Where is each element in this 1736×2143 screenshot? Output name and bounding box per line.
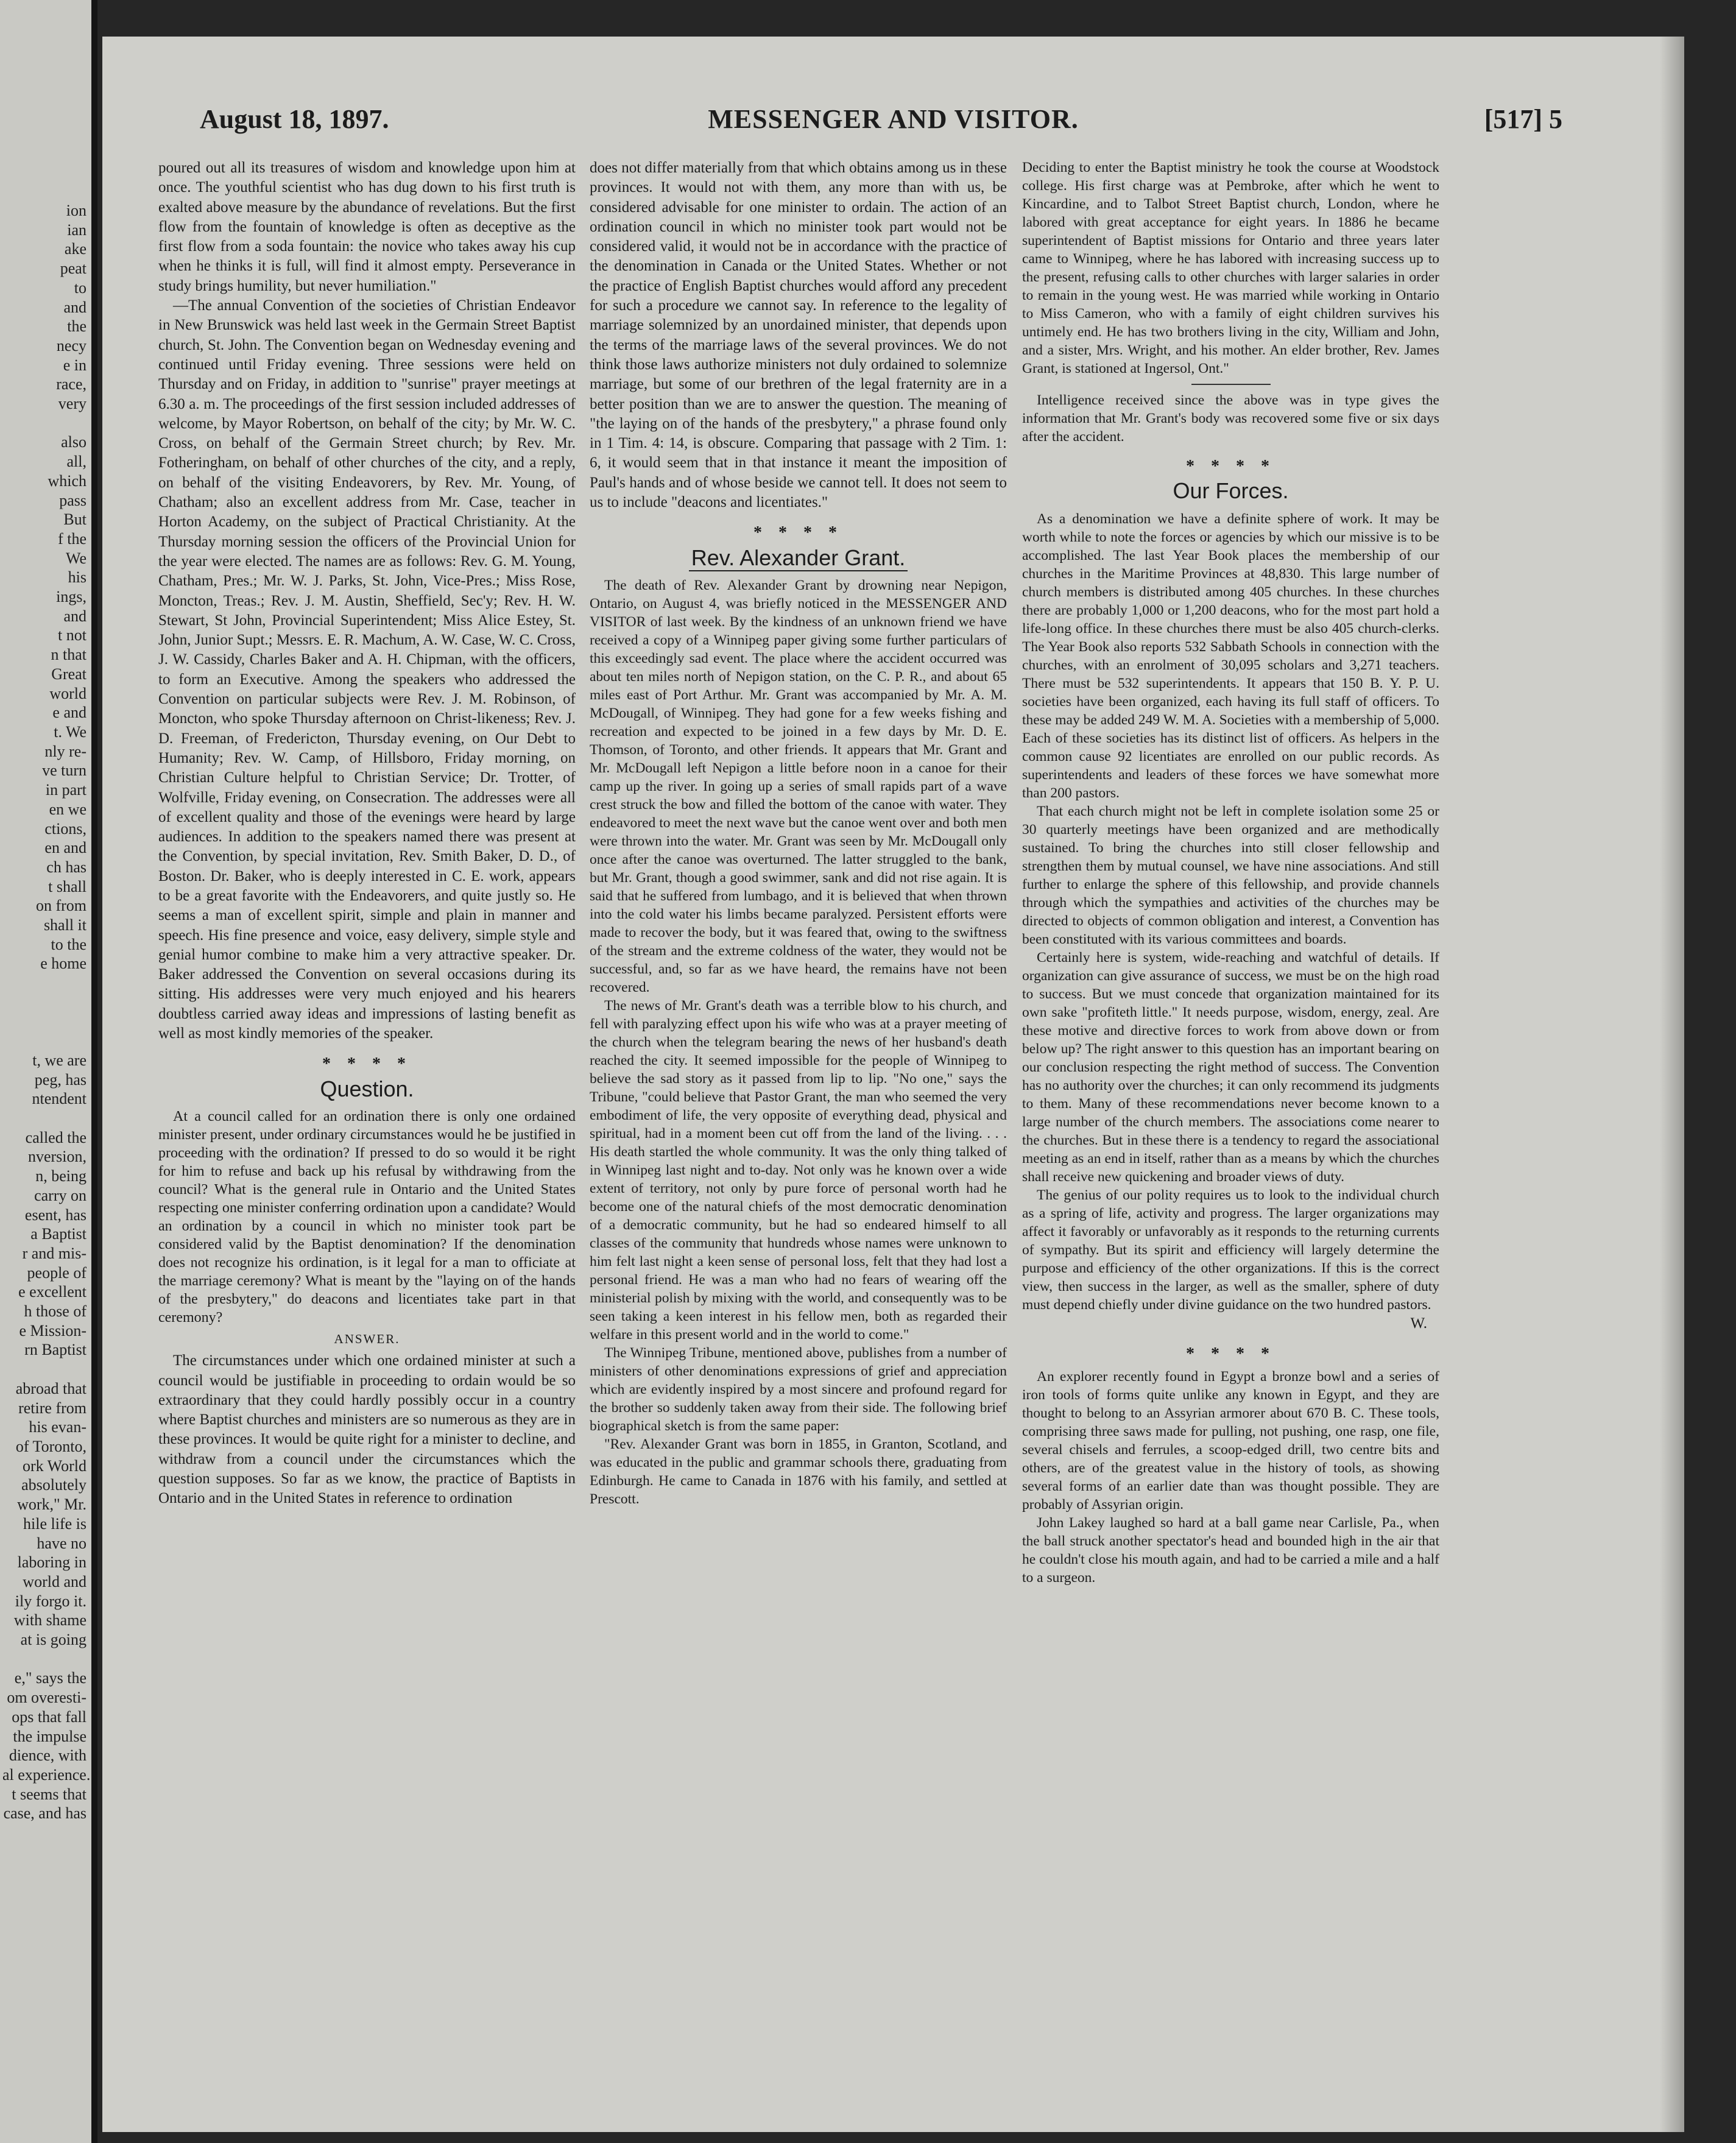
adjacent-page-line: called the bbox=[25, 1128, 86, 1146]
adjacent-page-line: on from bbox=[35, 897, 86, 915]
adjacent-page-line: at is going bbox=[20, 1631, 86, 1649]
section-separator: * * * * bbox=[322, 1054, 412, 1074]
adjacent-page-line: absolutely bbox=[21, 1476, 86, 1494]
adjacent-page-line bbox=[2, 1012, 86, 1032]
adjacent-page-text bbox=[2, 201, 91, 1823]
adjacent-page-line bbox=[2, 1109, 86, 1128]
adjacent-page-line: ntendent bbox=[32, 1090, 86, 1108]
adjacent-page-line: ctions, bbox=[44, 819, 86, 838]
adjacent-page-line: f the bbox=[58, 529, 86, 548]
obituary-paragraph-4: "Rev. Alexander Grant was born in 1855, in Granton, Scotland, and was educated in the public and grammar schools there, graduating from Edinburgh. He came to Canada in 1876 with his family, and settled at Prescott. bbox=[590, 1436, 1007, 1507]
adjacent-page-line: necy bbox=[56, 336, 86, 355]
adjacent-page-line: t not bbox=[58, 626, 86, 644]
adjacent-page-line bbox=[2, 1360, 86, 1379]
adjacent-page-line: ops that fall bbox=[12, 1707, 86, 1726]
answer-continuation: does not differ materially from that which obtains among us in these provinces. It would not with them, any more than with us, be considered advisable for one minister to ordain. The action of an ordination council in which no minister took part would not be considered valid, it would not be in accordance with the practice of the denomination in Canada or the United States. Whether or not the practice of English Baptist churches would afford any precedent for such a procedure we cannot say. In reference to the legality of marriage solemnized by an unordained minister, that depends upon the terms of the marriage laws of the several provinces. We do not think those laws authorize ministers not duly ordained to solemnize marriage, but some of our brethren of the legal fraternity are in a better position than we are to answer the question. The meaning of "the laying on of the hands of the presbytery," a phrase found only in 1 Tim. 4: 14, is obscure. Comparing that passage with 2 Tim. 1: 6, it would seem that in that instance it meant the imposition of Paul's hands and of whose beside we cannot tell. It does not seem to us to include "deacons and licentiates." bbox=[590, 160, 1007, 511]
forces-paragraph-4: The genius of our polity requires us to look to the individual church as a spring of life, activity and progress. The larger organizations may affect it favorably or unfavorably as it responds to the returning currents of sympathy. But its spirit and efficiency will largely determine the purpose and efficiency of the other organizations. If this is the correct view, then success in the larger, as well as the smaller, sphere of duty must depend chiefly under divine guidance on the two hundred pastors. bbox=[1022, 1187, 1439, 1313]
adjacent-page-line: e," says the bbox=[14, 1669, 86, 1687]
adjacent-page-line: and bbox=[63, 298, 86, 316]
obituary-paragraph-3: The Winnipeg Tribune, mentioned above, publishes from a number of ministers of other denominations expressions of grief and appreciation which are evidently inspired by a most sincere and profound regard for the brother so suddenly taken away from their side. The following brief biographical sketch is from the same paper: bbox=[590, 1344, 1007, 1434]
adjacent-page-line: t seems that bbox=[12, 1785, 86, 1803]
section-separator: * * * * bbox=[1186, 1344, 1276, 1363]
adjacent-page-line: nversion, bbox=[27, 1148, 86, 1166]
answer-text: The circumstances under which one ordained minister at such a council would be justifiable in proceeding to ordain would be so extraordinary that they could hardly possibly occur in a country where Baptist churches and ministers are so numerous as they are in these provinces. It would be quite right for a minister to decline, and withdraw from a council under the circumstances which the question supposes. So far as we know, the practice of Baptists in Ontario and in the United States in reference to ordination bbox=[158, 1352, 576, 1507]
adjacent-page-line: nly re- bbox=[44, 742, 86, 760]
adjacent-page-line: We bbox=[66, 549, 86, 567]
adjacent-page-line bbox=[2, 414, 86, 433]
adjacent-page-line bbox=[2, 973, 86, 993]
adjacent-page-line: his bbox=[68, 568, 86, 587]
adjacent-page-line: people of bbox=[27, 1263, 86, 1282]
adjacent-page-line: Great bbox=[51, 665, 86, 683]
adjacent-page-line: ion bbox=[66, 202, 86, 219]
adjacent-page-line: n, being bbox=[35, 1167, 86, 1185]
adjacent-page-line: laboring in bbox=[17, 1553, 86, 1572]
obituary-heading bbox=[590, 545, 1007, 570]
adjacent-page-line: ings, bbox=[56, 588, 86, 606]
adjacent-page-line: esent, has bbox=[24, 1206, 86, 1224]
masthead-title: MESSENGER AND VISITOR. bbox=[708, 104, 1079, 134]
adjacent-page-line: work," Mr. bbox=[17, 1495, 86, 1514]
adjacent-page-line: hile life is bbox=[23, 1514, 86, 1533]
intelligence-note: Intelligence received since the above was in type gives the information that Mr. Grant's body was recovered some five or six days after the accident. bbox=[1022, 392, 1439, 445]
adjacent-page-line: shall it bbox=[43, 916, 86, 934]
adjacent-page-line: race, bbox=[56, 375, 86, 394]
adjacent-page-line: world bbox=[49, 684, 86, 702]
adjacent-page-line: with shame bbox=[13, 1611, 86, 1629]
page-header bbox=[151, 104, 1635, 140]
question-heading: Question. bbox=[320, 1076, 414, 1101]
obituary-continuation: Deciding to enter the Baptist ministry he took the course at Woodstock college. His first charge was at Pembroke, after which he went to Kincardine, and to Talbot Street Baptist church, London, where he labored with great acceptance for eight years. In 1886 he became superintendent of Baptist missions for Ontario and three years later came to Winnipeg, where he has labored with increasing success up to the present, refusing calls to other churches with larger salaries in order to remain in the young west. He was married while working in Ontario to Miss Cameron, who with a family of eight children survives his untimely end. He has two brothers living in the city, William and John, and a sister, Mrs. Wright, and his mother. An elder brother, Rev. James Grant, is stationed at Ingersol, Ont." bbox=[1022, 160, 1439, 376]
adjacent-page-line: al experience. bbox=[2, 1765, 91, 1784]
adjacent-page-strip bbox=[0, 0, 97, 2143]
page-edge-shadow bbox=[1660, 37, 1684, 2132]
column-3 bbox=[1022, 158, 1439, 2095]
column-2 bbox=[590, 158, 1007, 2095]
adjacent-page-line: abroad that bbox=[15, 1379, 86, 1397]
binding-gutter bbox=[91, 0, 97, 2143]
adjacent-page-line: ake bbox=[64, 240, 86, 258]
adjacent-page-line: n that bbox=[51, 646, 86, 664]
adjacent-page-line bbox=[2, 993, 86, 1012]
adjacent-page-line: e Mission- bbox=[19, 1321, 86, 1340]
article-convention: —The annual Convention of the societies of Christian Endeavor in New Brunswick was held last week in the Germain Street Baptist church, St. John. The Convention began on Wednesday evening and continued until Friday evening. Three sessions were held on Thursday and on Friday, in addition to "sunrise" prayer meetings at 6.30 a. m. The proceedings of the first session included addresses of welcome, by Mayor Robertson, on behalf of the city; by Mr. W. C. Cross, on behalf of the Germain Street church; by Rev. Mr. Fotheringham, on behalf of other churches of the city, and a reply, on behalf of the visiting Endeavorers, by Rev. Mr. Young, of Chatham; also an excellent address from Mr. Case, teacher in Horton Academy, on the subject of Practical Christianity. At the Thursday morning session the officers of the Provincial Union for the year were elected. The names are as follows: Rev. G. M. Young, Chatham, Pres.; Mr. W. J. Parks, St. John, Vice-Pres.; Miss Rose, Moncton, Treas.; Rev. J. M. Austin, Sheffield, Sec'y; Rev. H. W. Stewart, St John, Provincial Superintendent; Miss Alice Estey, St. John, Junior Supt.; Messrs. E. R. Machum, A. W. Case, W. C. Cross, J. W. Cassidy, Charles Baker and A. H. Chipman, with the officers, to form an Executive. Among the speakers who addressed the Convention on particular subjects were Rev. J. M. Robinson, of Moncton, who spoke Thursday afternoon on Christ-likeness; Rev. J. D. Freeman, of Fredericton, Thursday evening, on Our Debt to Humanity; Rev. W. Camp, of Hillsboro, Friday morning, on Christian Culture helpful to Christian Service; Dr. Trotter, of Wolfville, Friday evening, on Consecration. The addresses were all of excellent quality and those of the evenings were heard by large audiences. In addition to the speakers named there was present at the Convention, by special invitation, Rev. Smith Baker, D. D., of Boston. Dr. Baker, who is deeply interested in C. E. work, appears to be a great favorite with the Endeavorers, and quite justly so. He seems a man of excellent spirit, simple and plain in manner and speech. His fine presence and voice, easy delivery, simple style and genial humor combine to make him a very attractive speaker. Dr. Baker addressed the Convention on several occasions during its sitting. His addresses were very much enjoyed and his hearers doubtless carried away ideas and impressions of lasting benefit as well as most kindly memories of the speaker. bbox=[158, 297, 576, 1042]
issue-date: August 18, 1897. bbox=[200, 104, 389, 134]
adjacent-page-line: pass bbox=[59, 491, 86, 509]
adjacent-page-line: all, bbox=[66, 453, 86, 471]
divider-rule bbox=[1191, 384, 1271, 385]
adjacent-page-line: ch has bbox=[46, 858, 86, 876]
adjacent-page-line: t, we are bbox=[32, 1051, 86, 1069]
column-1 bbox=[158, 158, 576, 2095]
adjacent-page-line: of Toronto, bbox=[15, 1438, 86, 1455]
adjacent-page-line: have no bbox=[37, 1534, 86, 1552]
newspaper-page bbox=[102, 37, 1684, 2132]
adjacent-page-line bbox=[2, 1031, 86, 1051]
section-separator: * * * * bbox=[1186, 457, 1276, 476]
adjacent-page-line: e in bbox=[63, 356, 86, 374]
author-signature: W. bbox=[1410, 1315, 1427, 1332]
adjacent-page-line: to bbox=[74, 278, 86, 297]
adjacent-page-line: h those of bbox=[24, 1302, 86, 1321]
section-separator: * * * * bbox=[753, 523, 843, 543]
question-text: At a council called for an ordination there is only one ordained minister present, under ordinary circumstances would he be justified in proceeding with the ordination? If pressed to do so would it be right for him to refuse and back up his refusal by withdrawing from the council? What is the general rule in Ontario and the United States respecting one minister conferring ordination upon a candidate? Would an ordination by a council in which no minister took part be considered valid by the Baptist denomination? If the denomination does not recognize his ordination, is it legal for a man to officiate at the marriage ceremony? What is meant by the "laying on of the hands of the presbytery," do deacons and licentiates take part in that ceremony? bbox=[158, 1108, 576, 1326]
adjacent-page-line: dience, with bbox=[9, 1746, 86, 1765]
egypt-note: An explorer recently found in Egypt a bronze bowl and a series of iron tools of forms quite unlike any known in Egypt, and they are thought to belong to an Assyrian armorer about 670 B. C. These tools, comprising three saws made for pulling, not pushing, one rasp, one file, several chisels and ferrules, a scoop-edged drill, two centre bits and others, are of the greatest value in the history of tools, as showing several forms of an earlier date than was thought possible. They are probably of Assyrian origin. bbox=[1022, 1369, 1439, 1513]
adjacent-page-line: carry on bbox=[34, 1186, 86, 1204]
adjacent-page-line: case, and has bbox=[3, 1804, 86, 1823]
obituary-heading-text: Rev. Alexander Grant. bbox=[689, 545, 908, 571]
adjacent-page-line: rn Baptist bbox=[24, 1341, 86, 1359]
forces-heading: Our Forces. bbox=[1173, 478, 1289, 504]
adjacent-page-line: world and bbox=[23, 1572, 86, 1590]
lakey-note: John Lakey laughed so hard at a ball game near Carlisle, Pa., when the ball struck another spectator's head and bounded high in the air that he couldn't close his mouth again, and had to be carried a mile and a half to a surgeon. bbox=[1022, 1515, 1439, 1586]
adjacent-page-line: e and bbox=[52, 704, 86, 722]
adjacent-page-line bbox=[2, 1650, 86, 1669]
article-continuation: poured out all its treasures of wisdom and knowledge upon him at once. The youthful scientist who has dug down to his first truth is exalted above measure by the abundance of revelations. But the first flow from the fountain of knowledge is often as deceptive as the first flow from a soda fountain: the novice who takes away his cup when he thinks it is full, will find it almost empty. Perseverance in study brings humility, but never humiliation." bbox=[158, 160, 576, 294]
adjacent-page-line: om overesti- bbox=[7, 1689, 86, 1707]
adjacent-page-line: also bbox=[61, 433, 86, 451]
forces-paragraph-2: That each church might not be left in complete isolation some 25 or 30 quarterly meetings have been organized and are methodically sustained. To bring the churches into still closer fellowship and strengthen them by mutual counsel, we have nine associations. And still further to enlarge the sphere of this fellowship, and provide channels through which the sympathies and activities of the churches may be directed to objects of common obligation and interest, a Convention has been constituted with its various committees and boards. bbox=[1022, 803, 1439, 947]
adjacent-page-line: the impulse bbox=[13, 1727, 86, 1745]
adjacent-page-line: ork World bbox=[22, 1456, 86, 1475]
adjacent-page-line: r and mis- bbox=[22, 1244, 86, 1262]
adjacent-page-line: his evan- bbox=[29, 1418, 86, 1436]
adjacent-page-line: which bbox=[48, 471, 86, 490]
obituary-paragraph-2: The news of Mr. Grant's death was a terrible blow to his church, and fell with paralyzing effect upon his wife who was at a prayer meeting of the church when the telegram bearing the news of her husband's death reached the city. It seemed impossible for the people of Winnipeg to believe the sad story as it passed from lip to lip. "No one," says the Tribune, "could believe that Pastor Grant, the man who seemed the very embodiment of life, the very opposite of everything dead, physical and spiritual, had in a moment been cut off from the land of the living. . . . His death startled the whole community. It was the only thing talked of in Winnipeg last night and to-day. Not only was he known over a wide extent of territory, not only by pure force of personal worth had he become one of the natural chiefs of the most democratic denomination of a democratic community, but he had so endeared himself to all classes of the community that hundreds whose names were unknown to him felt last night a keen sense of personal loss, felt that they had lost a personal friend. He was a man who had no fears of wearing off the ministerial polish by mixing with the world, and consequently was to be seen taking a keen interest in his fellow men, both as regarded their welfare in this present world and in the world to come." bbox=[590, 997, 1007, 1343]
adjacent-page-line: in part bbox=[45, 781, 86, 799]
adjacent-page-line: en and bbox=[44, 839, 86, 857]
adjacent-page-line: e excellent bbox=[18, 1283, 86, 1301]
adjacent-page-line: e home bbox=[40, 955, 86, 973]
adjacent-page-line: a Baptist bbox=[30, 1225, 86, 1243]
adjacent-page-line: t shall bbox=[48, 877, 86, 895]
adjacent-page-line: very bbox=[58, 395, 86, 413]
adjacent-page-line: ve turn bbox=[42, 761, 86, 780]
forces-paragraph-3: Certainly here is system, wide-reaching and watchful of details. If organization can give assurance of success, we must be on the high road to success. But we must concede that organization maintained for its own sake "profiteth little." It needs purpose, wisdom, energy, zeal. Are these motive and directive forces to work from above down or from below up? The right answer to this question has an important bearing on our conclusion respecting the right method of success. The Convention has no authority over the churches; it can only recommend its judgments to them. Many of these recommendations never become known to a large number of the church members. The associations come nearer to the churches. But in these there is a tendency to regard the associational meeting as an end in itself, rather than as a means by which the churches shall receive new quickening and broader views of duty. bbox=[1022, 949, 1439, 1185]
obituary-paragraph-1: The death of Rev. Alexander Grant by drowning near Nepigon, Ontario, on August 4, was briefly noticed in the MESSENGER AND VISITOR of last week. By the kindness of an unknown friend we have received a copy of a Winnipeg paper giving some further particulars of this exceedingly sad event. The place where the accident occurred was about ten miles north of Nepigon station, on the C. P. R., and about 65 miles east of Port Arthur. Mr. Grant was accompanied by Mr. A. M. McDougall, of Winnipeg. They had gone for a few weeks fishing and recreation and expected to be joined in a few days by Mr. D. E. Thomson, of Toronto, and other friends. It appears that Mr. Grant and Mr. McDougall left Nepigon a little before noon in a canoe for their camp up the river. In going up a series of small rapids part of a wave crest struck the bow and filled the bottom of the canoe with water. They endeavored to meet the next wave but the canoe went over and both men were thrown into the water. Mr. Grant was seen by Mr. McDougall only once after the canoe was overturned. The latter struggled to the bank, but Mr. Grant, though a good swimmer, sank and did not rise again. It is said that he suffered from lumbago, and it is believed that when thrown into the cold water his limbs became paralyzed. Persistent efforts were made to recover the body, but it was feared that, owing to the swiftness of the stream and the extreme coldness of the water, they would not be successful, and, so far as we have heard, the remains have not been recovered. bbox=[590, 577, 1007, 995]
adjacent-page-line: and bbox=[63, 607, 86, 625]
adjacent-page-line: But bbox=[63, 510, 86, 529]
adjacent-page-line: ily forgo it. bbox=[15, 1592, 86, 1610]
forces-paragraph-1: As a denomination we have a definite sphere of work. It may be worth while to note the forces or agencies by which our missive is to be accomplished. The last Year Book places the membership of our churches in the Maritime Provinces at 48,830. This large number of church members is distributed among 405 churches. In these churches there are probably 1,000 or 1,200 deacons, who for the most part hold a life-long office. In these churches there must be also 405 church-clerks. The Year Book also reports 532 Sabbath Schools in connection with the churches, with an enrolment of 30,095 scholars and 3,271 teachers. There must be 532 superintendents. It appears that 150 B. Y. P. U. societies have been organized, each having its full staff of officers. To these may be added 249 W. M. A. Societies with a membership of 5,000. Each of these societies has its distinct list of officers. As helpers in the common cause 92 licentiates are enrolled on our public records. As superintendents and leaders of these forces we have somewhat more than 200 pastors. bbox=[1022, 510, 1439, 801]
adjacent-page-line: ian bbox=[67, 221, 86, 239]
adjacent-page-line: peg, has bbox=[34, 1070, 86, 1089]
adjacent-page-line: the bbox=[67, 317, 86, 336]
adjacent-page-line: retire from bbox=[18, 1399, 86, 1417]
page-number: [517] 5 bbox=[1484, 104, 1562, 134]
answer-label: ANSWER. bbox=[334, 1331, 400, 1346]
adjacent-page-line: en we bbox=[49, 800, 86, 818]
adjacent-page-line: t. We bbox=[54, 722, 86, 741]
adjacent-page-line: to the bbox=[51, 935, 86, 953]
adjacent-page-line: peat bbox=[60, 259, 86, 278]
